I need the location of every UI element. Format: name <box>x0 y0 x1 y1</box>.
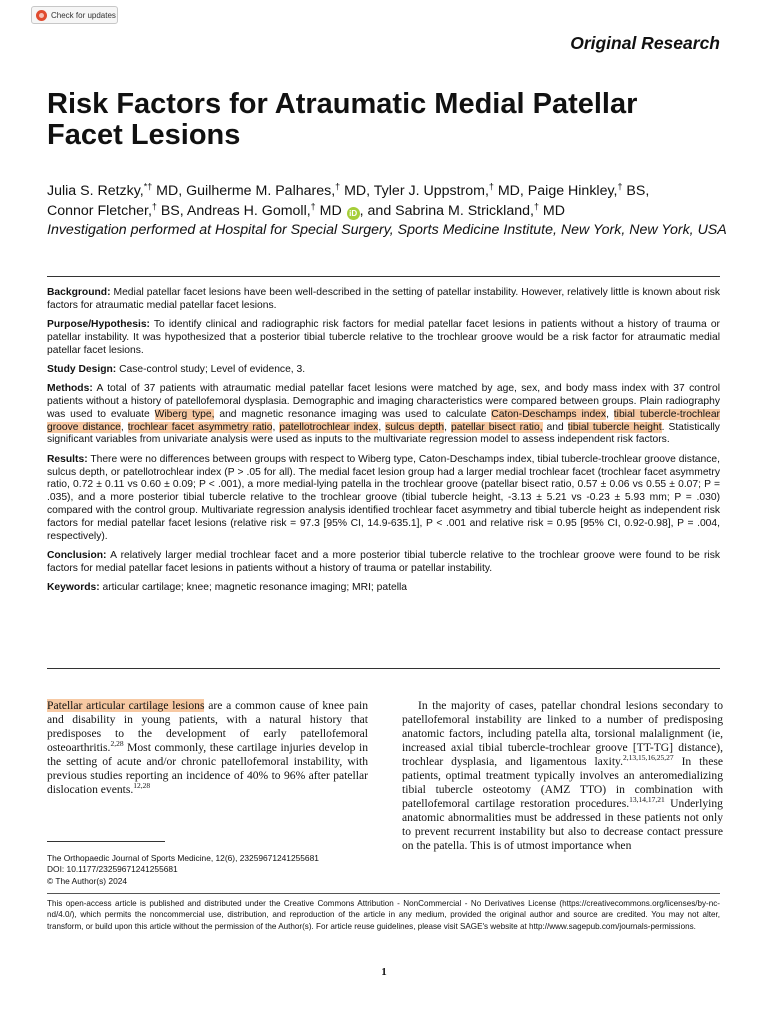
author-list <box>47 181 737 221</box>
author-name: , and Sabrina M. Strickland, <box>359 203 534 219</box>
citation-ref[interactable]: 12,28 <box>133 781 151 791</box>
section-text: , <box>120 421 128 433</box>
author-affiliation: Investigation performed at Hospital for Special Surgery, Sports Medicine Institute, New York, New York, USA <box>47 222 727 238</box>
abstract-background <box>47 287 720 313</box>
section-text: Medial patellar facet lesions have been well-described in the setting of patellar instability. However, relatively little is known about risk factors for atraumatic medial patellar facet lesions. <box>47 287 720 311</box>
section-label: Conclusion: <box>47 549 107 561</box>
highlighted-term[interactable]: trochlear facet asymmetry ratio <box>127 421 273 433</box>
article-type: Original Research <box>570 33 720 53</box>
body-text: Underlying anatomic abnormalities must be addressed in these patients not only to prevent recurrent instability but also to decrease contact pressure on the patella. This is of utmost importance when <box>402 797 723 852</box>
body-text: Most commonly, these cartilage injuries develop in the setting of acute and/or chronic patellofemoral instability, with previous studies reporting an incidence of 40% to 96% after patellar dislocation events. <box>47 741 368 796</box>
author-name: Julia S. Retzky, <box>47 183 144 199</box>
abstract-study-design <box>47 364 720 377</box>
section-text: A total of 37 patients with atraumatic medial patellar facet lesions were matched by age, sex, and body mass index with 37 control patients without a history of patellofemoral dysplasia. Demographic and imaging characteristics were compared between groups. Plain radiography was used to evaluate <box>47 383 720 420</box>
section-text: , <box>444 421 451 433</box>
author-affiliation-mark: † <box>310 201 316 212</box>
section-label: Methods: <box>47 383 93 395</box>
section-label: Keywords: <box>47 581 100 593</box>
check-for-updates-label: Check for updates <box>51 10 116 20</box>
abstract-conclusion <box>47 550 720 576</box>
section-text: , <box>606 408 614 420</box>
abstract-methods <box>47 383 720 447</box>
abstract-top-rule <box>47 276 720 277</box>
article-title: Risk Factors for Atraumatic Medial Patellar Facet Lesions <box>47 88 638 151</box>
author-name: BS, <box>622 183 650 199</box>
body-column-right <box>402 699 723 853</box>
abstract-results <box>47 454 720 544</box>
author-name: MD, Paige Hinkley, <box>493 183 618 199</box>
license-rule <box>47 893 720 894</box>
author-affiliation-mark: † <box>335 181 341 192</box>
author-name: MD, Guilherme M. Palhares, <box>152 183 336 199</box>
highlighted-term[interactable]: patellar bisect ratio, <box>451 421 543 433</box>
body-text: In the majority of cases, patellar chondral lesions secondary to patellofemoral instability are linked to a number of predisposing anatomic factors, including patella alta, torsional malalignment (ie, increased axial tibial tubercle-trochlear groove [TT-TG] distance), trochlear dysplasia, and ligamentous laxity. <box>402 699 723 768</box>
section-text: To identify clinical and radiographic risk factors for medial patellar facet lesions in patients without a history of trauma or patellar instability. It was hypothesized that a posterior tibial tubercle relative to the trochlear groove would be a risk factor for atraumatic medial patellar facet lesions. <box>47 319 720 356</box>
body-text: are a common cause of knee pain and disability in young patients, with a natural history that predisposes to the development of early patellofemoral osteoarthritis. <box>47 699 368 754</box>
section-text: A relatively larger medial trochlear facet and a more posterior tibial tubercle relative to the trochlear groove were found to be risk factors for medial patellar facet lesions in patients without a history of trauma or patellar instability. <box>47 549 720 574</box>
section-label: Purpose/Hypothesis: <box>47 319 150 331</box>
section-text: Case-control study; Level of evidence, 3. <box>116 363 306 375</box>
author-name: BS, Andreas H. Gomoll, <box>156 203 311 219</box>
abstract-bottom-rule <box>47 668 720 669</box>
highlighted-term[interactable]: patellotrochlear index <box>279 421 379 433</box>
orcid-icon[interactable]: iD <box>347 207 360 220</box>
highlighted-term[interactable]: tibial tubercle height <box>567 421 662 433</box>
section-text: , <box>378 421 386 433</box>
section-text: articular cartilage; knee; magnetic resonance imaging; MRI; patella <box>99 581 407 593</box>
highlighted-term[interactable]: tibial tubercle-trochlear groove distance <box>47 408 720 433</box>
section-label: Study Design: <box>47 363 117 375</box>
body-column-left <box>47 699 368 797</box>
section-label: Background: <box>47 287 111 298</box>
highlighted-term[interactable]: Patellar articular cartilage lesions <box>47 699 205 712</box>
highlighted-term[interactable]: Wiberg type, <box>154 408 215 420</box>
check-for-updates-button[interactable] <box>31 6 118 24</box>
abstract <box>47 287 720 601</box>
author-affiliation-mark: † <box>617 181 623 192</box>
journal-info <box>47 853 319 887</box>
highlighted-term[interactable]: sulcus depth <box>385 421 445 433</box>
citation-ref[interactable]: 2,28 <box>110 739 124 749</box>
author-name: MD <box>315 203 342 219</box>
author-name: MD, Tyler J. Uppstrom, <box>340 183 489 199</box>
author-name: MD <box>538 203 565 219</box>
author-affiliation-mark: † <box>488 181 494 192</box>
author-name: Connor Fletcher, <box>47 203 152 219</box>
section-text: and <box>542 421 568 433</box>
body-text: In these patients, optimal treatment typically involves an anteromedializing tibial tubercle osteotomy (AMZ TTO) in combination with patellofemoral cartilage restoration procedures. <box>402 755 724 810</box>
author-affiliation-mark: † <box>151 201 157 212</box>
section-text: , <box>272 421 280 433</box>
check-for-updates-icon <box>36 10 47 21</box>
citation-ref[interactable]: 2,13,15,16,25,27 <box>623 753 674 763</box>
footnote-rule <box>47 841 165 842</box>
author-affiliation-mark: *† <box>143 181 153 192</box>
section-text: . Statistically significant variables from univariate analysis were used as inputs to the multivariate regression model to assess independent risk factors. <box>47 421 720 446</box>
author-affiliation-mark: † <box>533 201 539 212</box>
section-text: and magnetic resonance imaging was used to calculate <box>214 408 492 420</box>
copyright: © The Author(s) 2024 <box>47 875 128 886</box>
abstract-purpose <box>47 319 720 357</box>
section-label: Results: <box>47 453 88 465</box>
citation-ref[interactable]: 13,14,17,21 <box>629 795 665 805</box>
highlighted-term[interactable]: Caton-Deschamps index <box>491 408 607 420</box>
license-text: This open-access article is published and distributed under the Creative Commons Attribution - NonCommercial - No Derivatives License (https://creativecommons.org/licenses/by-nc-nd/4.0/), which permits the noncommercial use, distribution, and reproduction of the article in any medium, provided the original author and source are credited. You may not alter, transform, or build upon this article without the permission of the Author(s). For article reuse guidelines, please visit SAGE's website at http://www.sagepub.com/journals-permissions. <box>47 899 720 931</box>
journal-citation: The Orthopaedic Journal of Sports Medicine, 12(6), 23259671241255681 <box>47 853 319 863</box>
page-number: 1 <box>381 966 387 978</box>
abstract-keywords <box>47 582 720 595</box>
doi-link[interactable]: DOI: 10.1177/23259671241255681 <box>47 864 178 875</box>
section-text: There were no differences between groups with respect to Wiberg type, Caton-Deschamps index, tibial tubercle-trochlear groove distance, sulcus depth, or patellotrochlear index (P > .05 for all). The medial facet lesion group had a larger medial trochlear facet (trochlear facet asymmetry ratio, 0.72 ± 0.11 vs 0.60 ± 0.09; P < .001), a more medial-lying patella in the trochlear groove (patellar bisect ratio, 0.57 ± 0.06 vs 0.55 ± 0.07; P = .035), and a more posterior tibial tubercle relative to the trochlear groove (tibial tubercle height, -3.13 ± 5.21 vs -0.23 ± 5.93 mm; P = .030) compared with the control group. Multivariate regression analysis identified trochlear facet asymmetry and tibial tubercle height as independent risk factors for medial patellar facet lesions (relative risk = 97.3 [95% CI, 14.9-635.1], P < .001 and relative risk = 0.95 [95% CI, 0.92-0.98], P = .004, respectively). <box>47 453 720 542</box>
